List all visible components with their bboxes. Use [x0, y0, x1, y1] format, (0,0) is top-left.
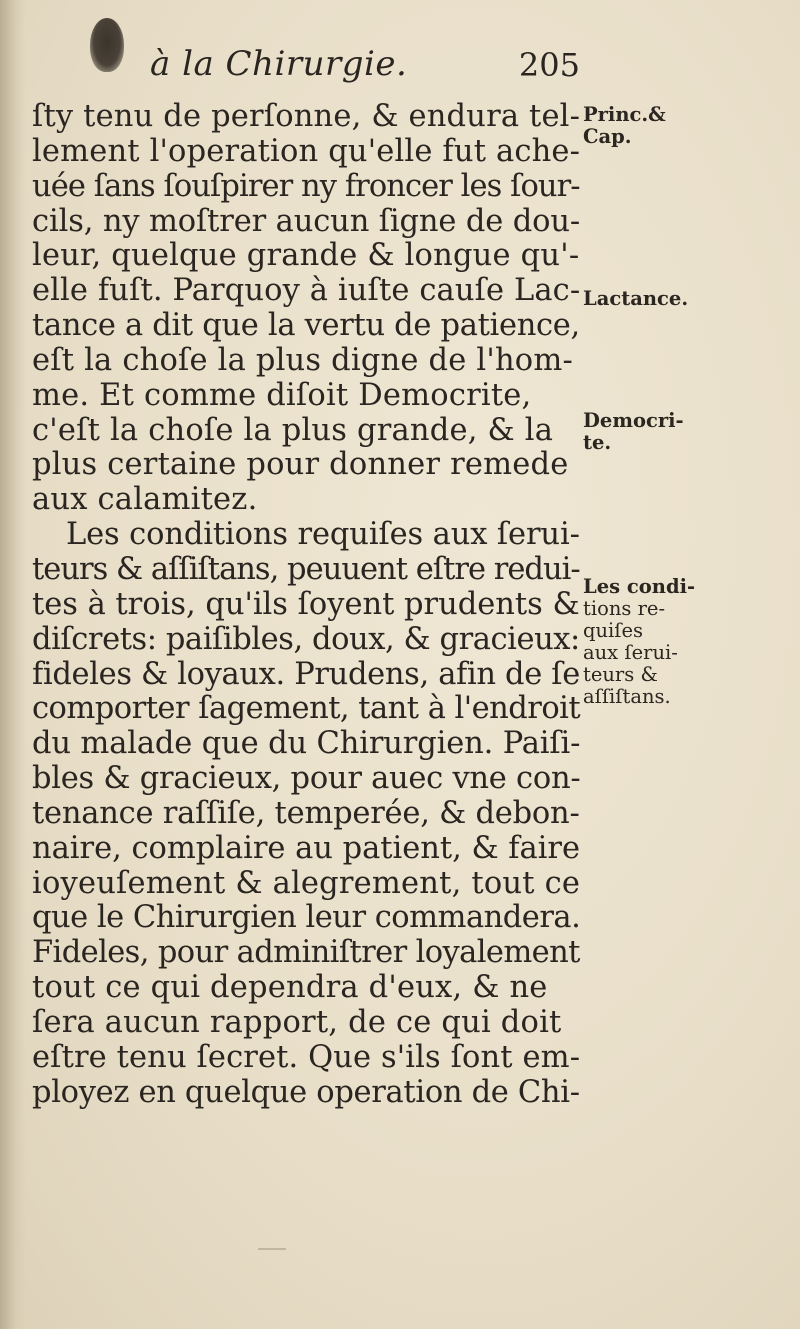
ink-blot-stain	[90, 18, 124, 72]
text-line: leur, quelque grande & longue qu'-	[32, 238, 580, 274]
margin-note-line: quiſes	[583, 619, 644, 642]
running-head: à la Chirurgie.	[150, 44, 408, 84]
margin-note-line: te.	[583, 431, 612, 454]
text-line: ployez en quelque operation de Chi-	[32, 1074, 580, 1110]
text-line: tout ce qui dependra d'eux, & ne	[32, 970, 548, 1006]
text-line: ſera aucun rapport, de ce qui doit	[32, 1004, 562, 1040]
text-line: lement l'operation qu'elle fut ache-	[32, 133, 581, 169]
text-line: c'eſt la choſe la plus grande, & la	[32, 412, 554, 448]
margin-note-line: Cap.	[583, 125, 632, 148]
text-line: elle fuſt. Parquoy à iuſte cauſe Lac-	[32, 273, 581, 309]
margin-note-line: Princ.&	[583, 103, 666, 126]
page-header	[150, 44, 580, 94]
text-line: eſtre tenu ſecret. Que s'ils ſont em-	[32, 1039, 581, 1075]
margin-note-democrite	[583, 410, 793, 454]
margin-note-line: Les condi-	[583, 575, 696, 598]
text-line: me. Et comme diſoit Democrite,	[32, 377, 532, 413]
paragraph-start-line: Les conditions requiſes aux ſerui-	[66, 517, 580, 553]
text-line: tenance raſſiſe, temperée, & debon-	[32, 795, 580, 831]
text-line: fideles & loyaux. Prudens, afin de ſe	[32, 656, 580, 692]
text-line: bles & gracieux, pour auec vne con-	[32, 761, 581, 797]
text-line: que le Chirurgien leur commandera.	[32, 900, 581, 936]
margin-note-line: teurs &	[583, 663, 658, 686]
text-line: uée ſans ſouſpirer ny froncer les ſour-	[32, 168, 580, 204]
body-text	[32, 100, 580, 1110]
text-line: eſt la choſe la plus digne de l'hom-	[32, 342, 573, 378]
page-number: 205	[518, 46, 580, 84]
text-line: ioyeuſement & alegrement, tout ce	[32, 865, 581, 901]
text-line: tance a dit que la vertu de patience,	[32, 308, 580, 344]
text-line: teurs & aſſiſtans, peuuent eſtre redui-	[32, 551, 580, 587]
margin-note-princ	[583, 104, 793, 148]
text-line: diſcrets: paiſibles, doux, & gracieux:	[32, 621, 580, 657]
margin-note-conditions	[583, 576, 793, 708]
margin-note-lactance	[583, 288, 793, 310]
footer-mark	[258, 1248, 286, 1250]
text-line: comporter ſagement, tant à l'endroit	[32, 691, 581, 727]
text-line: ſty tenu de perſonne, & endura tel-	[32, 99, 581, 134]
text-line: tes à trois, qu'ils ſoyent prudents &	[32, 586, 580, 622]
margin-note-line: Lactance.	[583, 287, 689, 310]
text-line: cils, ny moſtrer aucun ſigne de dou-	[32, 203, 581, 239]
text-line: aux calamitez.	[32, 482, 258, 518]
margin-note-line: aux ſerui-	[583, 641, 678, 664]
margin-note-line: aſſiſtans.	[583, 685, 671, 708]
text-line: naire, complaire au patient, & faire	[32, 830, 580, 866]
text-line: plus certaine pour donner remede	[32, 447, 569, 483]
margin-note-line: tions re-	[583, 597, 666, 620]
spine-shadow	[0, 0, 26, 1329]
text-line: Fideles, pour adminiſtrer loyalement	[32, 935, 580, 971]
text-line: du malade que du Chirurgien. Paiſi-	[32, 726, 581, 762]
margin-note-line: Democri-	[583, 409, 684, 432]
